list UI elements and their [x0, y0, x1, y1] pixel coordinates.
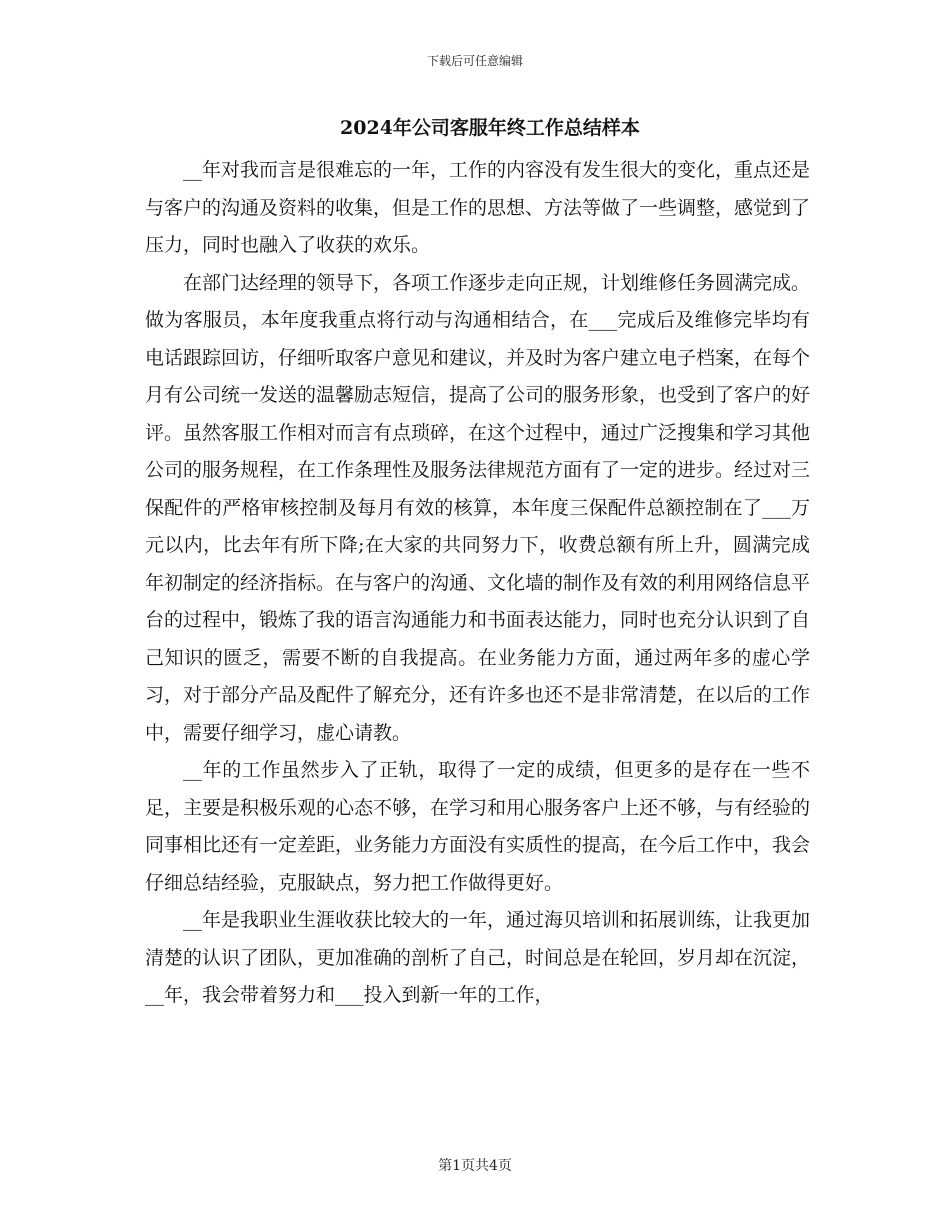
paragraph-1: __年对我而言是很难忘的一年，工作的内容没有发生很大的变化，重点还是与客户的沟通及资料的收集，但是工作的思想、方法等做了一些调整，感觉到了压力，同时也融入了收获的欢乐。	[145, 159, 811, 256]
page-header: 下载后可任意编辑	[426, 54, 523, 68]
page-number: 第1页共4页	[438, 1158, 512, 1174]
paragraph-4: __年是我职业生涯收获比较大的一年，通过海贝培训和拓展训练，让我更加清楚的认识了团队，更加准确的剖析了自己，时间总是在轮回，岁月却在沉淀，__年，我会带着努力和___投入到新一年的工作，	[145, 909, 811, 1006]
document-body	[145, 152, 810, 1015]
paragraph-3: __年的工作虽然步入了正轨，取得了一定的成绩，但更多的是存在一些不足，主要是积极乐观的心态不够，在学习和用心服务客户上还不够，与有经验的同事相比还有一定差距，业务能力方面没有实质性的提高，在今后工作中，我会仔细总结经验，克服缺点，努力把工作做得更好。	[145, 759, 811, 894]
paragraph-2: 在部门达经理的领导下，各项工作逐步走向正规，计划维修任务圆满完成。做为客服员，本年度我重点将行动与沟通相结合，在___完成后及维修完毕均有电话跟踪回访，仔细听取客户意见和建议，并及时为客户建立电子档案，在每个月有公司统一发送的温馨励志短信，提高了公司的服务形象，也受到了客户的好评。虽然客服工作相对而言有点琐碎，在这个过程中，通过广泛搜集和学习其他公司的服务规程，在工作条理性及服务法律规范方面有了一定的进步。经过对三保配件的严格审核控制及每月有效的核算，本年度三保配件总额控制在了___万元以内，比去年有所下降;在大家的共同努力下，收费总额有所上升，圆满完成年初制定的经济指标。在与客户的沟通、文化墙的制作及有效的利用网络信息平台的过程中，锻炼了我的语言沟通能力和书面表达能力，同时也充分认识到了自己知识的匮乏，需要不断的自我提高。在业务能力方面，通过两年多的虚心学习，对于部分产品及配件了解充分，还有许多也还不是非常清楚，在以后的工作中，需要仔细学习，虚心请教。	[145, 271, 811, 744]
document-title: 2024年公司客服年终工作总结样本	[340, 117, 640, 139]
